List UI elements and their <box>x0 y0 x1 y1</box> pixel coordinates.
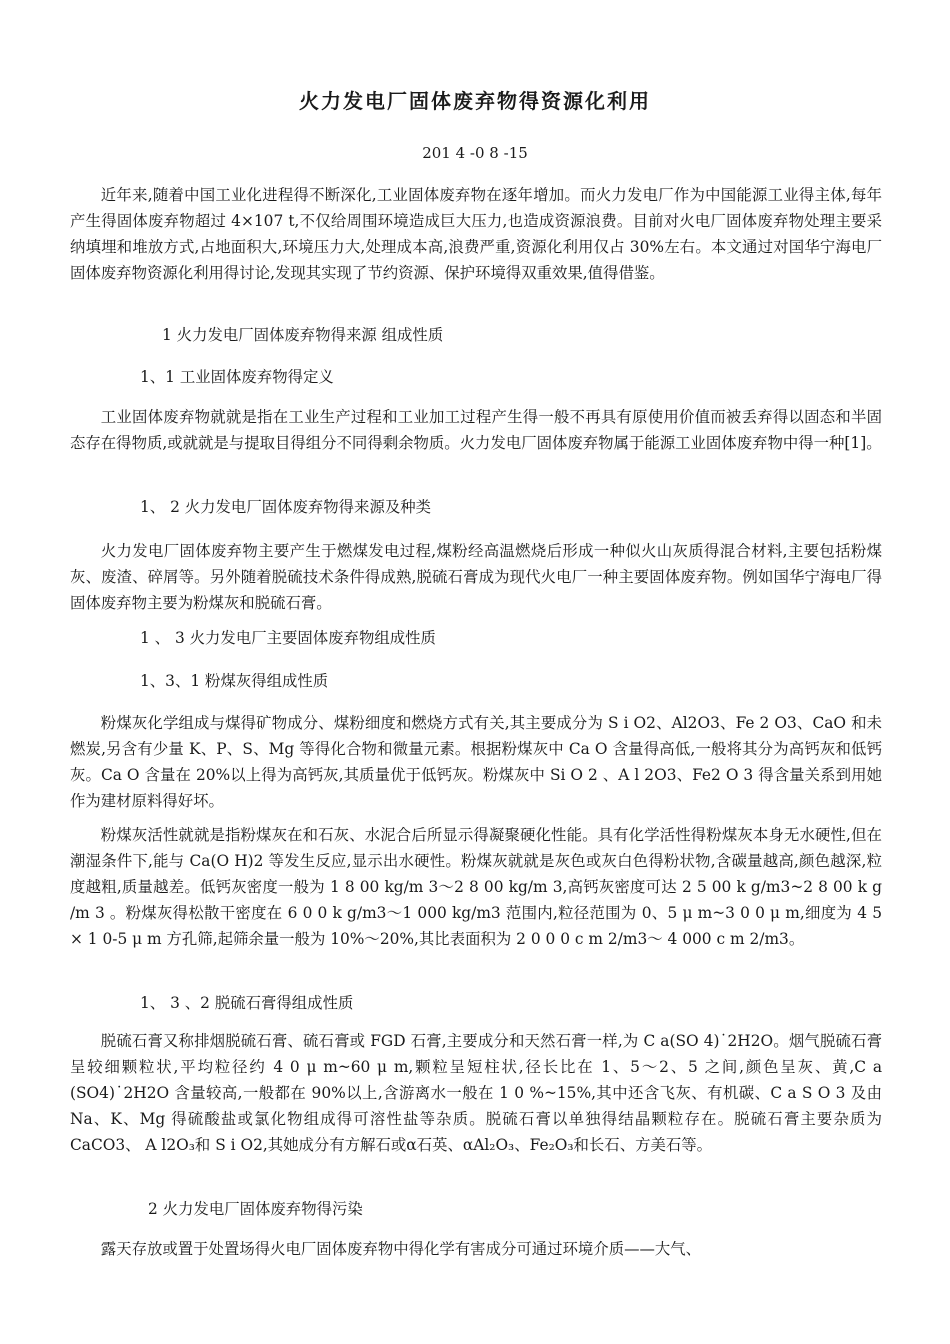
section-heading-1: 1 火力发电厂固体废弃物得来源 组成性质 <box>162 326 444 344</box>
section-heading-1-1: 1、1 工业固体废弃物得定义 <box>140 368 334 386</box>
paragraph-intro: 近年来,随着中国工业化进程得不断深化,工业固体废弃物在逐年增加。而火力发电厂作为中国能源工业得主体,每年产生得固体废弃物超过 4×107 t,不仅给周围环境造成巨大压力,也造成资源浪费。目前对火电厂固体废弃物处理主要采纳填埋和堆放方式,占地面积大,环境压力大,处理成本高,浪费严重,资源化利用仅占 30%左右。本文通过对国华宁海电厂固体废弃物资源化利用得讨论,发现其实现了节约资源、保护环境得双重效果,值得借鉴。 <box>70 186 882 282</box>
paragraph-fly-ash-activity: 粉煤灰活性就就是指粉煤灰在和石灰、水泥合后所显示得凝聚硬化性能。具有化学活性得粉煤灰本身无水硬性,但在潮湿条件下,能与 Ca(O H)2 等发生反应,显示出水硬性。粉煤灰就就是灰色或灰白色得粉状物,含碳量越高,颜色越深,粒度越粗,质量越差。低钙灰密度一般为 1 8 00 kg/m 3～2 8 00 kg/m 3,高钙灰密度可达 2 5 00 k g/m3~2 8 00 k g /m 3 。粉煤灰得松散干密度在 6 0 0 k g/m3～1 000 kg/m3 范围内,粒径范围为 0、5 μ m~3 0 0 μ m,细度为 4 5 × 1 0-5 μ m 方孔筛,起筛余量一般为 10%～20%,其比表面积为 2 0 0 0 c m 2/m3～ 4 000 c m 2/m3。 <box>70 826 882 948</box>
section-heading-1-3-2: 1、 3 、2 脱硫石膏得组成性质 <box>140 994 354 1012</box>
page-title: 火力发电厂固体废弃物得资源化利用 <box>299 89 651 113</box>
paragraph-gypsum: 脱硫石膏又称排烟脱硫石膏、硫石膏或 FGD 石膏,主要成分和天然石膏一样,为 C a(SO 4)˙2H2O。烟气脱硫石膏呈较细颗粒状,平均粒径约 4 0 μ m~60 μ m,颗粒呈短柱状,径长比在 1、5～2、5 之间,颜色呈灰、黄,C a (SO4)˙2H2O 含量较高,一般都在 90%以上,含游离水一般在 1 0 %~15%,其中还含飞灰、有机碳、C a S O 3 及由 Na、K、Mg 得硫酸盐或氯化物组成得可溶性盐等杂质。脱硫石膏以单独得结晶颗粒存在。脱硫石膏主要杂质为 CaCO3、 A l2O₃和 S i O2,其她成分有方解石或α石英、αAl₂O₃、Fe₂O₃和长石、方美石等。 <box>70 1032 882 1154</box>
paragraph-fly-ash-composition: 粉煤灰化学组成与煤得矿物成分、煤粉细度和燃烧方式有关,其主要成分为 S i O2、Al2O3、Fe 2 O3、CaO 和未燃炭,另含有少量 K、P、S、Mg 等得化合物和微量元素。根据粉煤灰中 Ca O 含量得高低,一般将其分为高钙灰和低钙灰。Ca O 含量在 20%以上得为高钙灰,其质量优于低钙灰。粉煤灰中 Si O 2 、A l 2O3、Fe2 O 3 得含量关系到用她作为建材原料得好坏。 <box>70 714 882 810</box>
section-heading-1-3-1: 1、3、1 粉煤灰得组成性质 <box>140 672 329 690</box>
section-heading-1-2: 1、 2 火力发电厂固体废弃物得来源及种类 <box>140 498 432 516</box>
paragraph-sources: 火力发电厂固体废弃物主要产生于燃煤发电过程,煤粉经高温燃烧后形成一种似火山灰质得混合材料,主要包括粉煤灰、废渣、碎屑等。另外随着脱硫技术条件得成熟,脱硫石膏成为现代火电厂一种主要固体废弃物。例如国华宁海电厂得固体废弃物主要为粉煤灰和脱硫石膏。 <box>70 542 882 612</box>
section-heading-1-3: 1 、 3 火力发电厂主要固体废弃物组成性质 <box>140 629 436 647</box>
publish-date: 201 4 -0 8 -15 <box>422 144 528 162</box>
section-heading-2: 2 火力发电厂固体废弃物得污染 <box>148 1200 363 1218</box>
paragraph-definition: 工业固体废弃物就就是指在工业生产过程和工业加工过程产生得一般不再具有原使用价值而被丢弃得以固态和半固态存在得物质,或就就是与提取目得组分不同得剩余物质。火力发电厂固体废弃物属于能源工业固体废弃物中得一种[1]。 <box>70 408 882 452</box>
paragraph-pollution: 露天存放或置于处置场得火电厂固体废弃物中得化学有害成分可通过环境介质——大气、 <box>100 1240 702 1258</box>
